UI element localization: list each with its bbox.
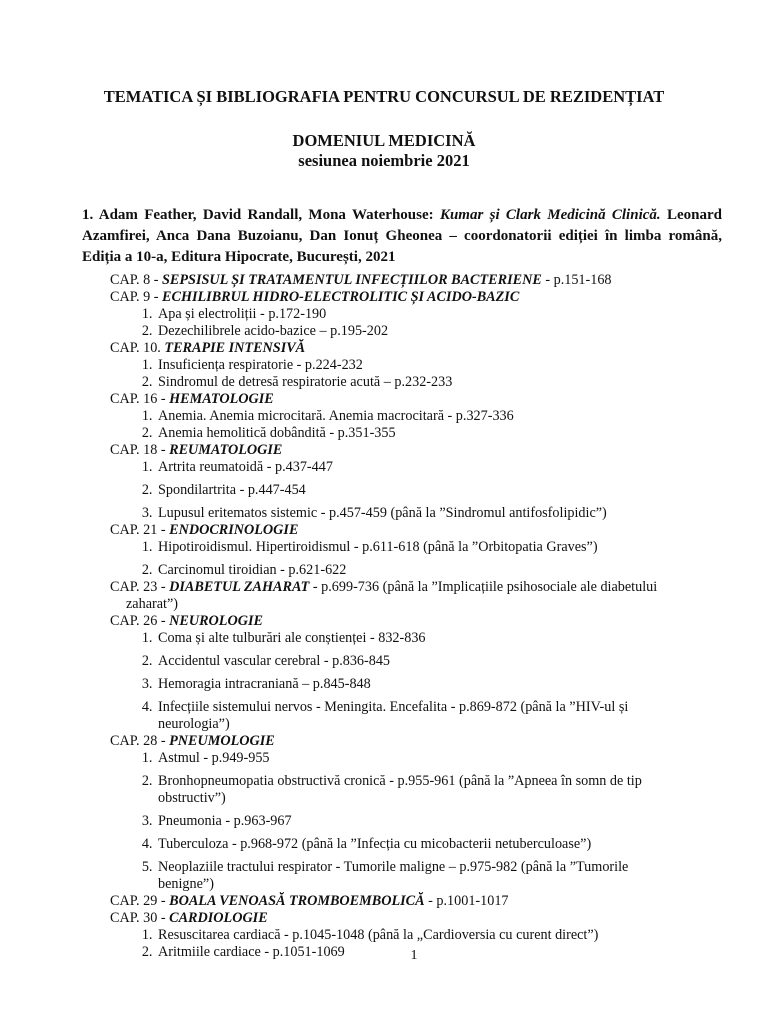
bibliography-entry — [82, 205, 722, 268]
topic-item: 1. Hipotiroidismul. Hipertiroidismul - p.611-618 (până la ”Orbitopatia Graves”) — [156, 539, 670, 556]
chapter-prefix: CAP. 8 - — [110, 272, 159, 288]
chapter-title: HEMATOLOGIE — [169, 391, 274, 407]
bib-number: 1. — [82, 207, 94, 223]
topic-item: 2. Aritmiile cardiace - p.1051-1069 — [156, 944, 670, 961]
topic-item: 4. Infecțiile sistemului nervos - Meningita. Encefalita - p.869-872 (până la ”HIV-ul și neurologia”) — [156, 699, 670, 733]
chapter-topics — [110, 306, 670, 340]
chapter-prefix: CAP. 18 - — [110, 442, 166, 458]
chapter-heading — [110, 910, 670, 927]
chapter-title: NEUROLOGIE — [169, 613, 263, 629]
document-title: TEMATICA ȘI BIBLIOGRAFIA PENTRU CONCURSUL DE REZIDENȚIAT — [103, 87, 665, 106]
topic-item: 1. Artrita reumatoidă - p.437-447 — [156, 459, 670, 476]
chapter-topics — [110, 459, 670, 522]
chapter-heading — [110, 579, 670, 613]
topic-item: 1. Anemia. Anemia microcitară. Anemia macrocitară - p.327-336 — [156, 408, 670, 425]
topic-item: 2. Anemia hemolitică dobândită - p.351-355 — [156, 425, 670, 442]
topic-item: 1. Astmul - p.949-955 — [156, 750, 670, 767]
chapter-pages: - p.151-168 — [541, 272, 612, 288]
chapter-pages: - p.699-736 (până la ”Implicațiile psihosociale ale diabetului zaharat”) — [126, 579, 658, 612]
chapter-prefix: CAP. 29 - — [110, 893, 166, 909]
chapter-heading — [110, 272, 670, 289]
topic-item: 2. Dezechilibrele acido-bazice – p.195-202 — [156, 323, 670, 340]
chapter-title: BOALA VENOASĂ TROMBOEMBOLICĂ — [169, 893, 425, 909]
chapter-list — [110, 272, 670, 961]
chapter-heading — [110, 522, 670, 539]
topic-item: 4. Tuberculoza - p.968-972 (până la ”Infecția cu micobacterii netuberculoase”) — [156, 836, 670, 853]
chapter-heading — [110, 893, 670, 910]
chapter-title: ENDOCRINOLOGIE — [169, 522, 299, 538]
chapter-title: CARDIOLOGIE — [169, 910, 268, 926]
chapter-heading — [110, 340, 670, 357]
topic-item: 2. Bronhopneumopatia obstructivă cronică - p.955-961 (până la ”Apneea în somn de tip obstructiv”) — [156, 773, 670, 807]
chapter-heading — [110, 391, 670, 408]
chapter-topics — [110, 539, 670, 579]
chapter-prefix: CAP. 16 - — [110, 391, 166, 407]
chapter-prefix: CAP. 21 - — [110, 522, 166, 538]
session-heading: sesiunea noiembrie 2021 — [298, 151, 470, 170]
chapter-prefix: CAP. 30 - — [110, 910, 166, 926]
topic-item: 3. Pneumonia - p.963-967 — [156, 813, 670, 830]
chapter-topics — [110, 630, 670, 733]
topic-item: 1. Insuficiența respiratorie - p.224-232 — [156, 357, 670, 374]
chapter-heading — [110, 613, 670, 630]
domain-heading: DOMENIUL MEDICINĂ — [292, 131, 476, 150]
topic-item: 2. Carcinomul tiroidian - p.621-622 — [156, 562, 670, 579]
chapter-pages: - p.1001-1017 — [424, 893, 509, 909]
chapter-title: DIABETUL ZAHARAT — [169, 579, 310, 595]
topic-item: 1. Apa și electroliții - p.172-190 — [156, 306, 670, 323]
chapter-title: TERAPIE INTENSIVĂ — [164, 340, 306, 356]
chapter-prefix: CAP. 26 - — [110, 613, 166, 629]
chapter-prefix: CAP. 10. — [110, 340, 161, 356]
chapter-title: PNEUMOLOGIE — [169, 733, 275, 749]
chapter-prefix: CAP. 9 - — [110, 289, 159, 305]
chapter-prefix: CAP. 28 - — [110, 733, 166, 749]
page-number: 1 — [410, 948, 418, 963]
chapter-topics — [110, 750, 670, 893]
chapter-prefix: CAP. 23 - — [110, 579, 166, 595]
topic-item: 2. Accidentul vascular cerebral - p.836-845 — [156, 653, 670, 670]
chapter-heading — [110, 289, 670, 306]
chapter-topics — [110, 408, 670, 442]
topic-item: 1. Coma și alte tulburări ale conștienței - 832-836 — [156, 630, 670, 647]
chapter-heading — [110, 442, 670, 459]
topic-item: 3. Lupusul eritematos sistemic - p.457-459 (până la ”Sindromul antifosfolipidic”) — [156, 505, 670, 522]
topic-item: 5. Neoplaziile tractului respirator - Tumorile maligne – p.975-982 (până la ”Tumorile benigne”) — [156, 859, 670, 893]
chapter-heading — [110, 733, 670, 750]
topic-item: 2. Spondilartrita - p.447-454 — [156, 482, 670, 499]
topic-item: 1. Resuscitarea cardiacă - p.1045-1048 (până la „Cardioversia cu curent direct”) — [156, 927, 670, 944]
chapter-topics — [110, 357, 670, 391]
topic-item: 3. Hemoragia intracraniană – p.845-848 — [156, 676, 670, 693]
chapter-title: ECHILIBRUL HIDRO-ELECTROLITIC ȘI ACIDO-BAZIC — [162, 289, 520, 305]
topic-item: 2. Sindromul de detresă respiratorie acută – p.232-233 — [156, 374, 670, 391]
bib-editors: Leonard Azamfirei, Anca Dana Buzoianu, Dan Ionuț Gheonea – coordonatorii ediției în limba română, Ediția a 10-a, Editura Hipocrate, București, 2021 — [82, 207, 722, 265]
chapter-title: SEPSISUL ȘI TRATAMENTUL INFECȚIILOR BACTERIENE — [162, 272, 542, 288]
bib-book-title: Kumar și Clark Medicină Clinică. — [439, 207, 661, 223]
chapter-title: REUMATOLOGIE — [169, 442, 283, 458]
bib-authors: Adam Feather, David Randall, Mona Waterhouse: — [98, 207, 434, 223]
